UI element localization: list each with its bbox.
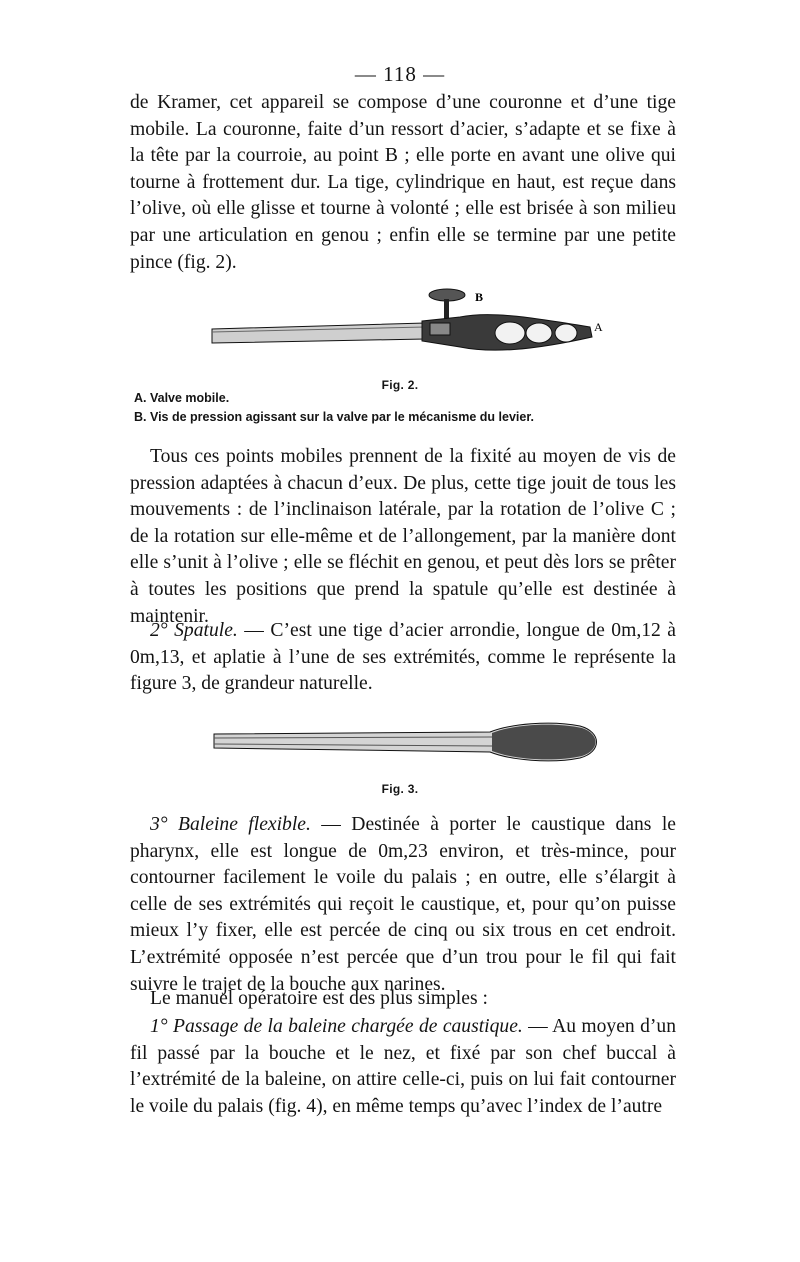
figure-3-caption: Fig. 3. (381, 782, 419, 796)
heading-spatule: 2° Spatule. (150, 620, 238, 641)
page-number: — 118 — (354, 62, 446, 86)
pincer-jaws (422, 315, 592, 351)
paragraph-spatule (130, 618, 676, 698)
paragraph-kramer-apparatus: de Kramer, cet appareil se compose d’une couronne et d’une tige mobile. La couronne, faite d’un ressort d’acier, s’adapte et se fixe à la tête par la courroie, au point B ; elle porte en avant une olive qui tourne à frottement dur. La tige, cylindrique en haut, est reçue dans l’olive, où elle glisse et tourne à volonté ; elle est brisée à son milieu par une articulation en genou ; enfin elle se termine par une petite pince (fig. 2). (130, 92, 676, 273)
figure-3-illustration (210, 712, 600, 772)
legend-a: A. Valve mobile. (134, 391, 230, 405)
passage-body: — Au moyen d’un fil passé par la bouche et le nez, et fixé par son chef buccal à l’extrémité de la baleine, on attire celle-ci, puis on lui fait contourner le voile du palais (fig. 4), en même temps qu’avec l’index de l’autre (130, 1016, 677, 1117)
figure-2-legend (134, 389, 694, 427)
spatule-body: — C’est une tige d’acier arrondie, longue de 0m,12 à 0m,13, et aplatie à l’une de ses extrémités, comme le représente la figure 3, de grandeur naturelle. (130, 620, 677, 695)
paragraph-manuel: Le manuel opératoire est des plus simples : (150, 988, 488, 1009)
heading-passage: 1° Passage de la baleine chargée de caustique. (150, 1016, 523, 1037)
figure-2-caption: Fig. 2. (381, 378, 419, 392)
paragraph-mobile-points: Tous ces points mobiles prennent de la fixité au moyen de vis de pression adaptées à chacun d’eux. De plus, cette tige jouit de tous les mouvements : de l’inclinaison latérale, par la rotation de l’olive C ; de la rotation sur elle-même et de l’allongement, par la manière dont elle s’unit à l’olive ; elle se fléchit en genou, et peut dès lors se prêter à toutes les positions que prend la spatule qu’elle est destinée à maintenir. (130, 446, 676, 627)
label-b: B (475, 290, 484, 304)
baleine-body: — Destinée à porter le caustique dans le pharynx, elle est longue de 0m,23 environ, et très-mince, pour contourner facilement le voile du palais ; en outre, elle s’élargit à celle de ses extrémités qui reçoit le caustique, et, pour qu’on puisse mieux l’y fixer, elle est percée de cinq ou six trous en cet endroit. L’extrémité opposée n’est percée que d’un trou pour le fil qui fait suivre le trajet de la bouche aux narines. (130, 814, 676, 995)
label-a: A (594, 320, 603, 334)
rod-shaft (212, 323, 425, 343)
paragraph-passage (130, 1014, 676, 1120)
figure-2-illustration (210, 283, 610, 373)
paragraph-baleine (130, 812, 676, 998)
heading-baleine: 3° Baleine flexible. (150, 814, 311, 835)
legend-b: B. Vis de pression agissant sur la valve par le mécanisme du levier. (134, 410, 534, 424)
